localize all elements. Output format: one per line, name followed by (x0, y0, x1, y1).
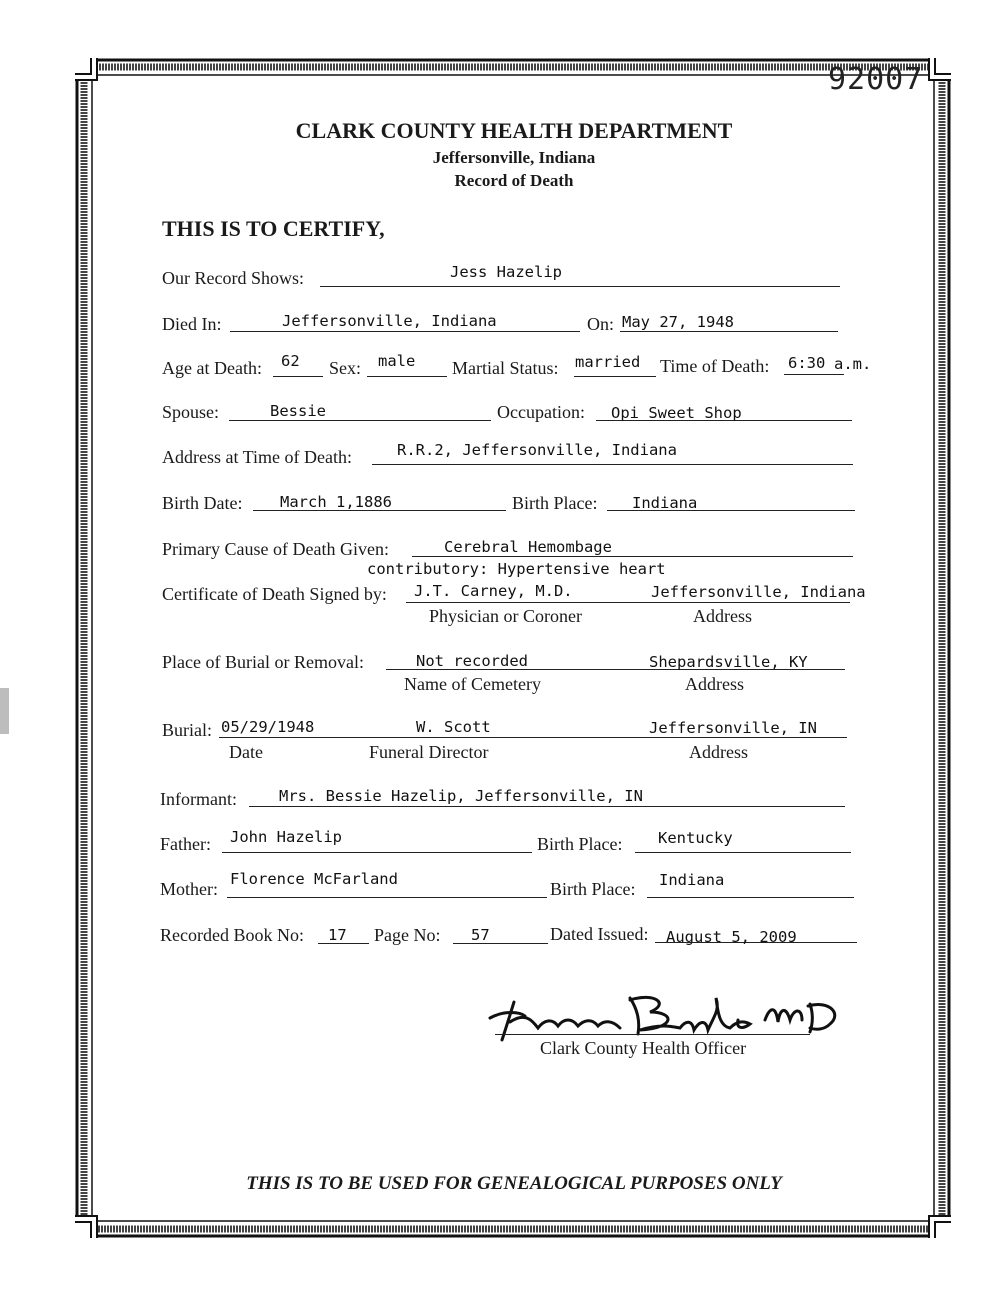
mother-birth-place-line (647, 897, 854, 898)
funeral-director-caption: Funeral Director (369, 742, 489, 762)
health-officer-title: Clark County Health Officer (540, 1038, 747, 1058)
father-line (222, 852, 532, 853)
burial-date-value: 05/29/1948 (221, 718, 315, 736)
signed-by-line (406, 602, 850, 603)
department-location: Jeffersonville, Indiana (432, 148, 596, 167)
signature-line (495, 1034, 810, 1035)
father-value: John Hazelip (230, 828, 342, 846)
birth-date-label: Birth Date: (162, 493, 243, 513)
informant-value: Mrs. Bessie Hazelip, Jeffersonville, IN (279, 787, 643, 805)
cemetery-caption: Name of Cemetery (404, 674, 541, 694)
issued-date-label: Dated Issued: (550, 924, 649, 944)
father-birth-place-line (635, 852, 851, 853)
record-type: Record of Death (454, 171, 574, 190)
signed-by-label: Certificate of Death Signed by: (162, 584, 387, 604)
occupation-value: Opi Sweet Shop (611, 404, 742, 422)
record-shows-line (320, 286, 840, 287)
birth-date-value: March 1,1886 (280, 493, 392, 511)
burial-line (219, 737, 847, 738)
age-value: 62 (281, 352, 300, 370)
sex-label: Sex: (329, 358, 362, 378)
informant-line (249, 806, 845, 807)
funeral-director-value: W. Scott (416, 718, 491, 736)
death-date-label: On: (587, 314, 614, 334)
father-label: Father: (160, 834, 211, 854)
burial-place-label: Place of Burial or Removal: (162, 652, 364, 672)
died-in-label: Died In: (162, 314, 222, 334)
marital-status-line (574, 376, 656, 377)
cause-value: Cerebral Hemombage (444, 538, 612, 556)
mother-birth-place-label: Birth Place: (550, 879, 636, 899)
sex-line (367, 376, 447, 377)
birth-place-value: Indiana (632, 494, 698, 512)
signed-by-address-value: Jeffersonville, Indiana (651, 583, 866, 601)
certify-heading: THIS IS TO CERTIFY, (162, 216, 385, 241)
marital-status-label: Martial Status: (452, 358, 559, 378)
burial-label: Burial: (162, 720, 212, 740)
book-number-value: 17 (328, 926, 347, 944)
physician-caption: Physician or Coroner (429, 606, 582, 626)
issued-date-value: August 5, 2009 (666, 928, 797, 946)
contributory-cause-value: contributory: Hypertensive heart (367, 560, 666, 578)
time-of-death-line (784, 374, 844, 375)
department-title: CLARK COUNTY HEALTH DEPARTMENT (295, 118, 733, 143)
time-of-death-suffix: a.m. (834, 355, 872, 373)
birth-place-label: Birth Place: (512, 493, 598, 513)
time-of-death-value: 6:30 (788, 354, 826, 372)
death-address-label: Address at Time of Death: (162, 447, 352, 467)
mother-birth-place-value: Indiana (659, 871, 725, 889)
death-date-value: May 27, 1948 (622, 313, 734, 331)
signed-by-value: J.T. Carney, M.D. (414, 582, 573, 600)
time-of-death-label: Time of Death: (660, 356, 770, 376)
page-number-line (453, 943, 548, 944)
document-number: 92007 (828, 62, 924, 97)
genealogy-disclaimer: THIS IS TO BE USED FOR GENEALOGICAL PURPOSES ONLY (246, 1173, 782, 1194)
cemetery-value: Not recorded (416, 652, 528, 670)
spouse-line (229, 420, 491, 421)
burial-date-caption: Date (229, 742, 263, 762)
book-number-label: Recorded Book No: (160, 925, 304, 945)
spouse-label: Spouse: (162, 402, 220, 422)
spouse-value: Bessie (270, 402, 326, 420)
mother-label: Mother: (160, 879, 218, 899)
father-birth-place-label: Birth Place: (537, 834, 623, 854)
marital-status-value: married (575, 353, 641, 371)
died-in-line (230, 331, 580, 332)
burial-address-value: Jeffersonville, IN (649, 719, 817, 737)
informant-label: Informant: (160, 789, 237, 809)
page-number-label: Page No: (374, 925, 441, 945)
scan-edge-mark (0, 688, 9, 734)
cause-label: Primary Cause of Death Given: (162, 539, 389, 559)
mother-value: Florence McFarland (230, 870, 398, 888)
death-address-line (372, 464, 853, 465)
died-in-value: Jeffersonville, Indiana (282, 312, 497, 330)
physician-address-caption: Address (693, 606, 752, 626)
death-address-value: R.R.2, Jeffersonville, Indiana (397, 441, 677, 459)
cause-line (412, 556, 853, 557)
sex-value: male (378, 352, 416, 370)
age-label: Age at Death: (162, 358, 262, 378)
cemetery-address-caption: Address (685, 674, 744, 694)
age-line (273, 376, 323, 377)
record-shows-label: Our Record Shows: (162, 268, 304, 288)
father-birth-place-value: Kentucky (658, 829, 733, 847)
mother-line (227, 897, 547, 898)
occupation-label: Occupation: (497, 402, 585, 422)
page-number-value: 57 (471, 926, 490, 944)
burial-address-caption: Address (689, 742, 748, 762)
cemetery-address-value: Shepardsville, KY (649, 653, 808, 671)
record-shows-value: Jess Hazelip (450, 263, 562, 281)
death-date-line (620, 331, 838, 332)
